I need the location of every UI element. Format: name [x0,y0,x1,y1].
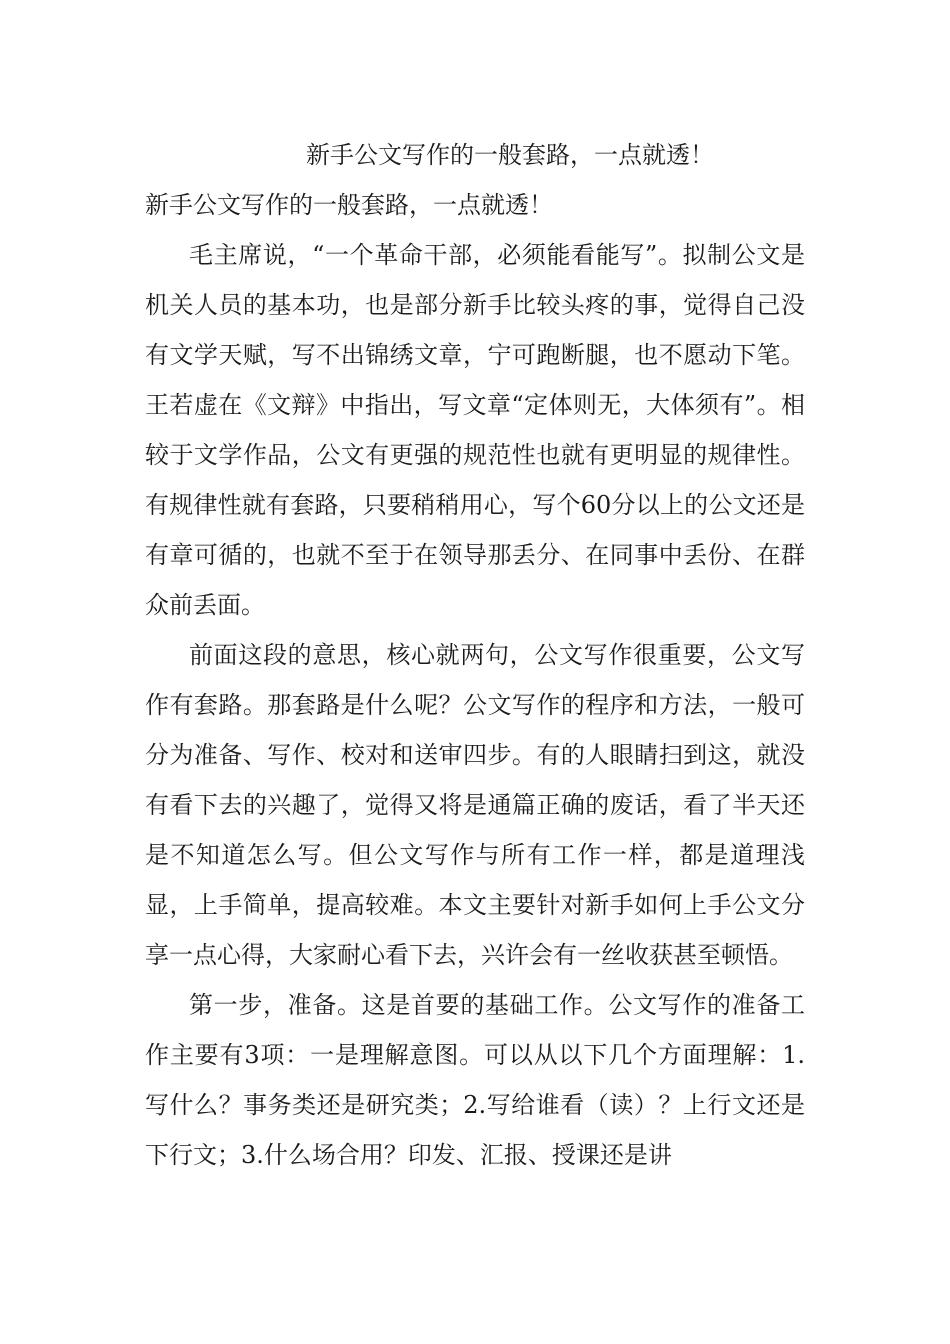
paragraph-3: 第一步，准备。这是首要的基础工作。公文写作的准备工作主要有3项：一是理解意图。可以从以下几个方面理解：1.写什么？事务类还是研究类；2.写给谁看（读）？上行文还是下行文；3.什么场合用？印发、汇报、授课还是讲 [145,991,805,1169]
paragraph-1: 毛主席说，“一个革命干部，必须能看能写”。拟制公文是机关人员的基本功，也是部分新手比较头疼的事，觉得自己没有文学天赋，写不出锦绣文章，宁可跑断腿，也不愿动下笔。王若虚在《文辩》中指出，写文章“定体则无，大体须有”。相较于文学作品，公文有更强的规范性也就有更明显的规律性。有规律性就有套路，只要稍稍用心，写个60分以上的公文还是有章可循的，也就不至于在领导那丢分、在同事中丢份、在群众前丢面。 [145,241,805,619]
document-subtitle: 新手公文写作的一般套路，一点就透！ [145,191,553,219]
document-body [145,130,805,1180]
paragraph-2: 前面这段的意思，核心就两句，公文写作很重要，公文写作有套路。那套路是什么呢？公文写作的程序和方法，一般可分为准备、写作、校对和送审四步。有的人眼睛扫到这，就没有看下去的兴趣了，觉得又将是通篇正确的废话，看了半天还是不知道怎么写。但公文写作与所有工作一样，都是道理浅显，上手简单，提高较难。本文主要针对新手如何上手公文分享一点心得，大家耐心看下去，兴许会有一丝收获甚至顿悟。 [145,641,805,969]
document-title: 新手公文写作的一般套路，一点就透！ [306,141,714,169]
